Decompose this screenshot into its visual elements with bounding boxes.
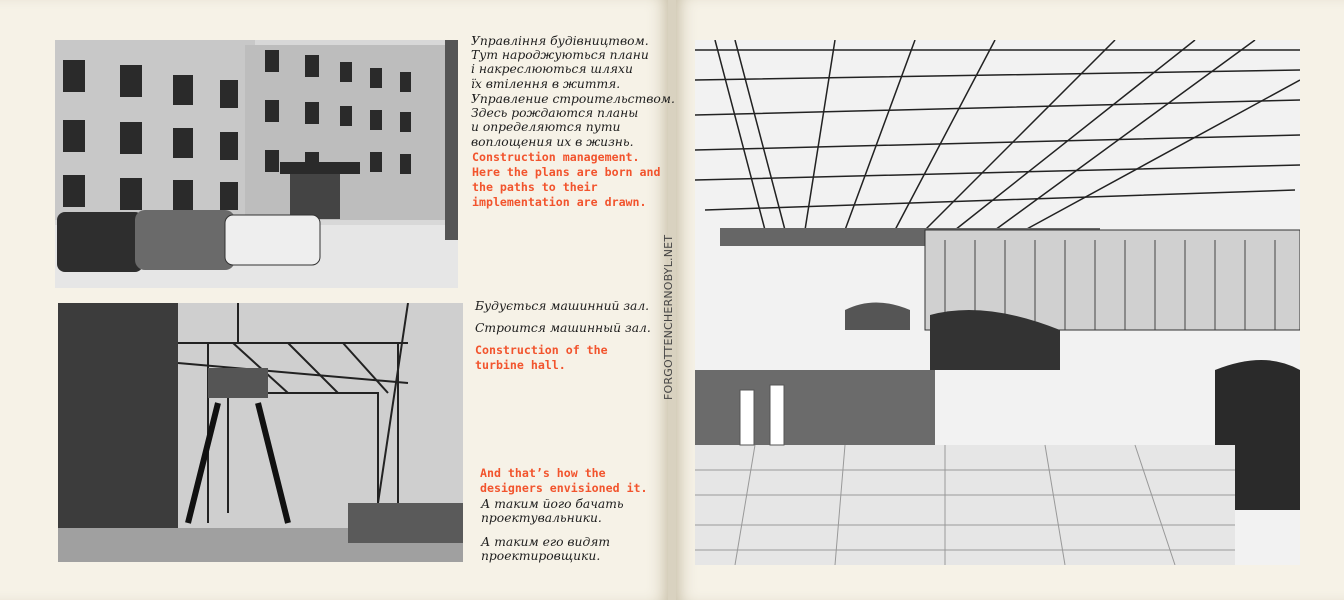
caption-construction-ukrainian: Будується машинний зал. <box>475 299 650 313</box>
caption-designers-ukrainian: А таким його бачать проектувальники. <box>481 497 624 526</box>
caption-management-english: Construction management. Here the plans are born and the paths to their implementation are drawn. <box>472 150 661 209</box>
photo-management-building <box>55 40 458 288</box>
illustration-turbine-hall <box>695 40 1300 565</box>
right-page <box>676 0 1344 600</box>
caption-management-russian: Управление строительством. Здесь рождаются планы и определяются пути воплощения их в жизнь. <box>471 92 675 149</box>
caption-designers-english: And that’s how the designers envisioned it. <box>480 466 648 495</box>
photo-turbine-hall-construction <box>58 303 463 562</box>
caption-management-ukrainian: Управління будівництвом. Тут народжуються плани і накреслюються шляхи їх втілення в життя. <box>471 34 649 91</box>
caption-construction-russian: Строится машинный зал. <box>475 321 651 335</box>
watermark: FORGOTTENCHERNOBYL.NET <box>662 234 675 400</box>
caption-designers-russian: А таким его видят проектировщики. <box>481 535 611 564</box>
caption-construction-english: Construction of the turbine hall. <box>475 343 608 372</box>
